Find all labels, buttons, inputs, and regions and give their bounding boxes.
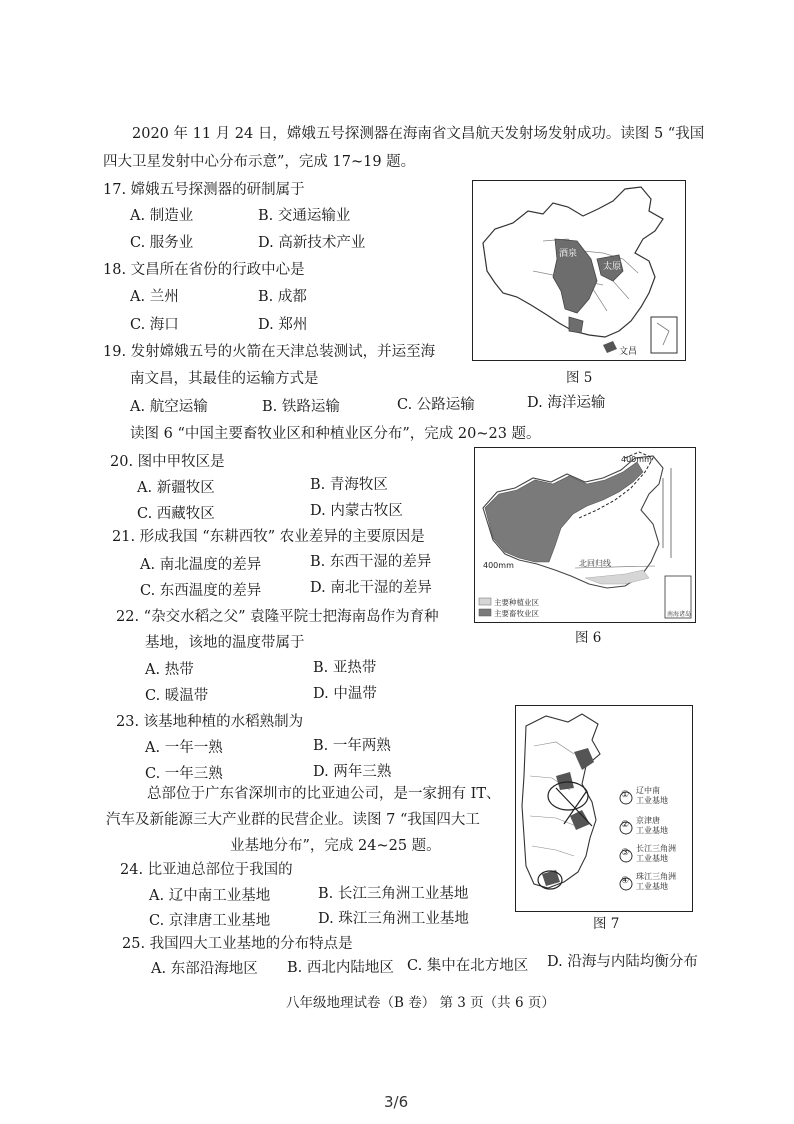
question-22-option-a: A. 热带: [145, 662, 194, 678]
intro-paragraph-3-line-2: 汽车及新能源三大产业群的民营企业。读图 7 “我国四大工: [106, 812, 480, 828]
legend-item-pearl-delta: [636, 872, 690, 900]
legend-number-2: ②: [621, 820, 630, 830]
question-19-option-d: D. 海洋运输: [527, 395, 606, 411]
question-24-option-b: B. 长江三角洲工业基地: [318, 886, 469, 902]
page-footer: 八年级地理试卷（B 卷） 第 3 页（共 6 页）: [286, 995, 555, 1011]
legend-number-4: ④: [621, 876, 630, 886]
question-18-option-c: C. 海口: [130, 317, 179, 333]
question-20-option-c: C. 西藏牧区: [137, 506, 215, 522]
question-23-option-a: A. 一年一熟: [145, 740, 223, 756]
question-23-option-d: D. 两年三熟: [313, 764, 392, 780]
intro-paragraph-2: 读图 6 “中国主要畜牧业区和种植业区分布”，完成 20~23 题。: [130, 426, 541, 442]
legend-number-3: ③: [621, 848, 630, 858]
question-17-option-c: C. 服务业: [130, 235, 194, 251]
question-24-stem: 24. 比亚迪总部位于我国的: [120, 862, 293, 878]
question-17-option-d: D. 高新技术产业: [258, 235, 366, 251]
question-20-option-b: B. 青海牧区: [310, 477, 388, 493]
figure-7-caption: 图 7: [593, 916, 620, 932]
question-24-option-d: D. 珠江三角洲工业基地: [318, 911, 469, 927]
question-19-stem-line-2: 南文昌，其最佳的运输方式是: [130, 371, 319, 387]
label-wenchang: 文昌: [619, 347, 638, 357]
label-taiyuan: 太原: [603, 262, 622, 272]
intro-paragraph-3-line-1: 总部位于广东省深圳市的比亚迪公司，是一家拥有 IT、: [147, 786, 501, 802]
question-22-option-b: B. 亚热带: [313, 660, 377, 676]
question-21-option-d: D. 南北干湿的差异: [310, 580, 432, 596]
legend-item-4-line-2: 工业基地: [636, 882, 668, 891]
figure-6-caption: 图 6: [575, 630, 602, 646]
question-25-option-c: C. 集中在北方地区: [407, 958, 529, 974]
legend-item-2-line-1: 京津唐: [636, 816, 660, 825]
china-agriculture-map: [475, 448, 695, 622]
question-18-option-a: A. 兰州: [130, 289, 179, 305]
question-25-option-d: D. 沿海与内陆均衡分布: [547, 954, 698, 970]
legend-number-1: ①: [621, 790, 630, 800]
inset-south-china-sea-label: 南海诸岛: [667, 611, 692, 618]
question-24-option-a: A. 辽中南工业基地: [149, 888, 271, 904]
question-21-option-b: B. 东西干湿的差异: [310, 554, 432, 570]
legend-item-yangtze-delta: [636, 844, 690, 872]
intro-paragraph-3-line-3: 业基地分布”，完成 24~25 题。: [230, 838, 441, 854]
legend-item-4-line-1: 珠江三角洲: [636, 872, 676, 881]
question-18-option-b: B. 成都: [258, 289, 307, 305]
legend-item-3-line-2: 工业基地: [636, 854, 668, 863]
question-20-stem: 20. 图中甲牧区是: [110, 454, 225, 470]
legend-crop-region: 主要种植业区: [494, 598, 539, 607]
legend-livestock-region: 主要畜牧业区: [494, 609, 539, 618]
legend-item-1-line-2: 工业基地: [636, 796, 668, 805]
question-20-option-d: D. 内蒙古牧区: [310, 503, 403, 519]
question-23-option-b: B. 一年两熟: [313, 738, 391, 754]
figure-7-industrial-bases-map: [515, 705, 693, 912]
legend-item-3-line-1: 长江三角洲: [636, 844, 676, 853]
figure-6-agriculture-map: [474, 447, 696, 623]
intro-paragraph-1-line-1: 2020 年 11 月 24 日，嫦娥五号探测器在海南省文昌航天发射场发射成功。读图 5 “我国: [132, 126, 705, 142]
china-outline-map-5: [473, 181, 685, 360]
intro-paragraph-1-line-2: 四大卫星发射中心分布示意”，完成 17~19 题。: [103, 154, 416, 170]
question-22-option-c: C. 暖温带: [145, 688, 209, 704]
question-17-option-b: B. 交通运输业: [258, 208, 351, 224]
figure-5-caption: 图 5: [566, 370, 593, 386]
question-21-stem: 21. 形成我国 “东耕西牧” 农业差异的主要原因是: [112, 529, 425, 545]
legend-item-1-line-1: 辽中南: [636, 786, 660, 795]
tropic-of-cancer-label: 北回归线: [579, 559, 611, 568]
question-21-option-c: C. 东西温度的差异: [140, 583, 262, 599]
label-jiuquan: 酒泉: [559, 249, 578, 259]
figure-7-legend: [636, 786, 690, 900]
legend-item-jingjintang: [636, 816, 690, 844]
question-23-stem: 23. 该基地种植的水稻熟制为: [116, 714, 304, 730]
legend-item-liaozhongnan: [636, 786, 690, 816]
question-18-option-d: D. 郑州: [258, 317, 308, 333]
isohyet-label-left: 400mm: [483, 561, 514, 570]
isohyet-label-top: 400mm: [621, 455, 652, 464]
question-18-stem: 18. 文昌所在省份的行政中心是: [103, 262, 305, 278]
question-24-option-c: C. 京津唐工业基地: [149, 913, 271, 929]
question-17-option-a: A. 制造业: [130, 208, 194, 224]
question-22-stem-line-2: 基地，该地的温度带属于: [145, 635, 305, 651]
question-21-option-a: A. 南北温度的差异: [140, 557, 262, 573]
question-25-option-b: B. 西北内陆地区: [287, 960, 394, 976]
question-22-stem-line-1: 22. “杂交水稻之父” 袁隆平院士把海南岛作为育种: [116, 609, 439, 625]
question-25-stem: 25. 我国四大工业基地的分布特点是: [122, 936, 353, 952]
question-23-option-c: C. 一年三熟: [145, 766, 223, 782]
figure-5-satellite-launch-map: [472, 180, 686, 361]
question-19-option-b: B. 铁路运输: [262, 399, 340, 415]
legend-item-2-line-2: 工业基地: [636, 826, 668, 835]
question-19-stem-line-1: 19. 发射嫦娥五号的火箭在天津总装测试，并运至海: [103, 344, 436, 360]
page-indicator: 3/6: [384, 1093, 409, 1111]
question-22-option-d: D. 中温带: [313, 686, 377, 702]
question-20-option-a: A. 新疆牧区: [137, 480, 215, 496]
question-17-stem: 17. 嫦娥五号探测器的研制属于: [103, 182, 305, 198]
question-19-option-a: A. 航空运输: [130, 399, 208, 415]
question-25-option-a: A. 东部沿海地区: [151, 961, 258, 977]
question-19-option-c: C. 公路运输: [397, 397, 475, 413]
